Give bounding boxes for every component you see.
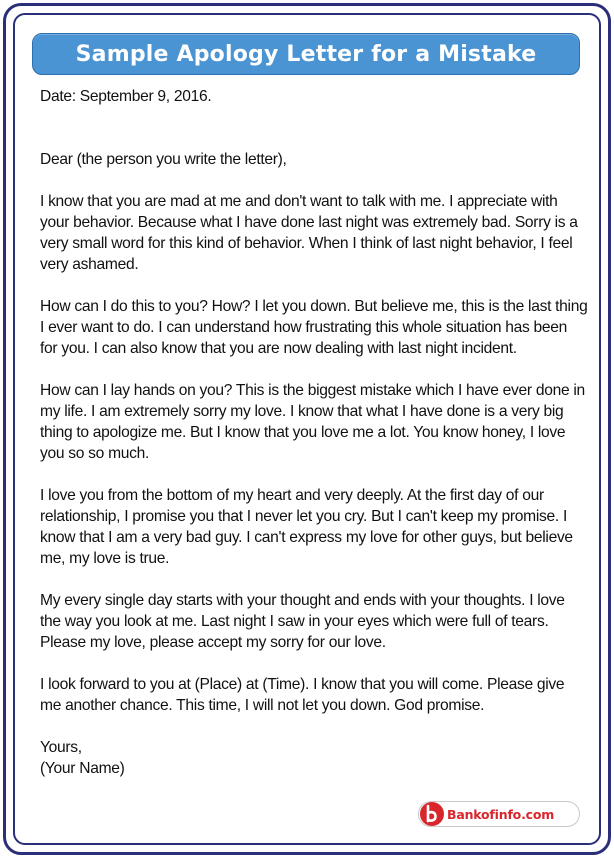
letter-paragraph: I love you from the bottom of my heart and very deeply. At the first day of our relationship, I promise you that I never let you cry. But I can't keep my promise. I know that I am a very bad guy. I can't express my love for other guys, but believe me, my love is true. bbox=[40, 487, 573, 567]
letter-signature: (Your Name) bbox=[40, 760, 125, 777]
letter-salutation: Dear (the person you write the letter), bbox=[40, 151, 287, 168]
letter-paragraph: How can I do this to you? How? I let you down. But believe me, this is the last thing I ever want to do. I can understand how frustrating this whole situation has been for you. I can also know that you are now dealing with last night incident. bbox=[40, 298, 588, 357]
letter-closing: Yours, bbox=[40, 739, 82, 756]
letter-paragraph: My every single day starts with your thought and ends with your thoughts. I love the way you look at me. Last night I saw in your eyes which were full of tears. Please my love, please accept my sorry for our love. bbox=[40, 592, 565, 651]
site-logo bbox=[418, 801, 580, 827]
page-title: Sample Apology Letter for a Mistake bbox=[75, 41, 537, 67]
letter-paragraph: How can I lay hands on you? This is the biggest mistake which I have ever done in my life. I am extremely sorry my love. I know that what I have done is a very big thing to apologize me. But I know that you love me a lot. You know honey, I love you so so much. bbox=[40, 382, 585, 462]
letter-body bbox=[40, 86, 588, 779]
title-banner bbox=[32, 33, 580, 75]
letter-date: Date: September 9, 2016. bbox=[40, 88, 212, 105]
logo-b-icon bbox=[420, 802, 444, 826]
letter-paragraph: I know that you are mad at me and don't want to talk with me. I appreciate with your behavior. Because what I have done last night was extremely bad. Sorry is a very small word for this kind of behavior. When I think of last night behavior, I feel very ashamed. bbox=[40, 193, 578, 273]
letter-paragraph: I look forward to you at (Place) at (Time). I know that you will come. Please give me another chance. This time, I will not let you down. God promise. bbox=[40, 676, 565, 714]
logo-text: Bankofinfo.com bbox=[447, 806, 555, 822]
